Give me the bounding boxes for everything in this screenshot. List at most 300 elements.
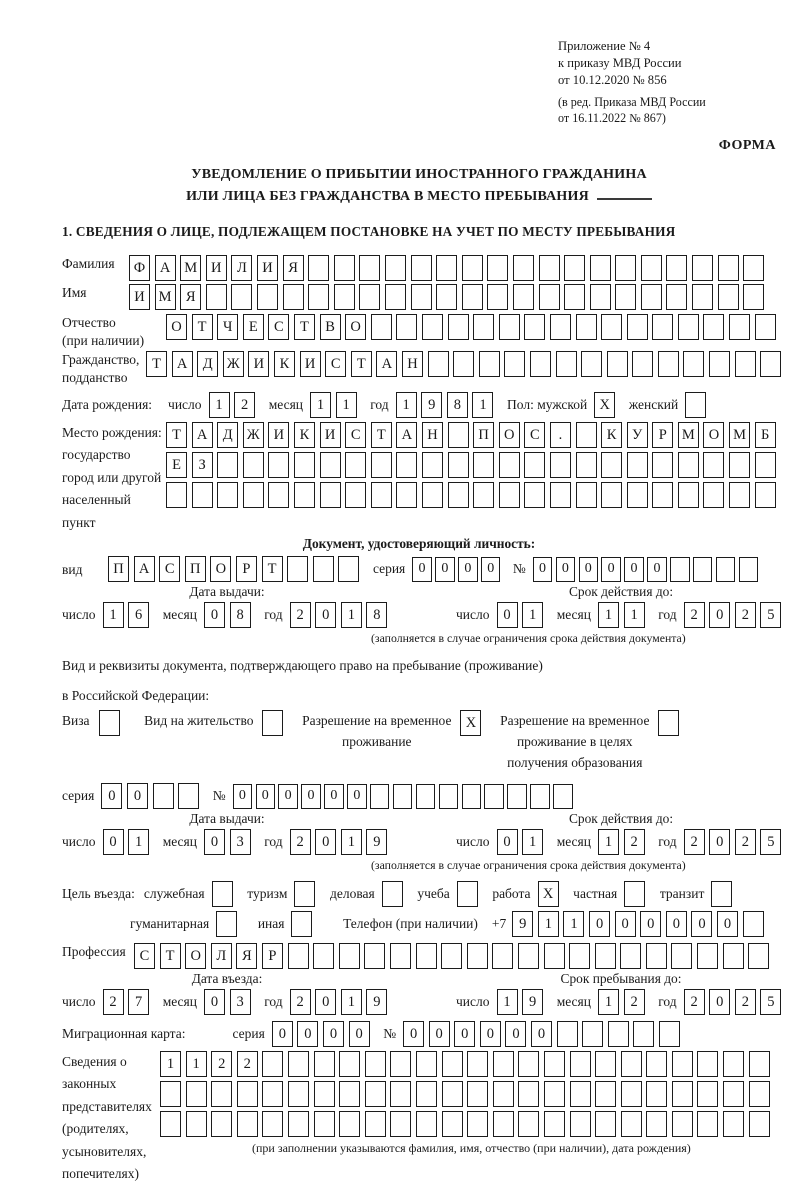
char-cell[interactable]: 0 (505, 1021, 526, 1047)
char-cell[interactable] (422, 314, 443, 340)
char-cell[interactable] (703, 482, 724, 508)
char-cell[interactable]: И (206, 255, 227, 281)
char-cell[interactable]: 3 (230, 989, 251, 1015)
char-cell[interactable] (576, 314, 597, 340)
char-cell[interactable] (371, 452, 392, 478)
char-cell[interactable]: 0 (556, 557, 576, 582)
char-cell[interactable] (313, 556, 334, 582)
char-cell[interactable]: 0 (204, 829, 225, 855)
char-cell[interactable] (371, 482, 392, 508)
char-cell[interactable] (678, 452, 699, 478)
char-cell[interactable]: 7 (128, 989, 149, 1015)
char-cell[interactable] (499, 482, 520, 508)
char-cell[interactable] (627, 452, 648, 478)
char-cell[interactable] (524, 452, 545, 478)
char-cell[interactable]: 0 (691, 911, 712, 937)
char-cell[interactable]: 2 (290, 602, 311, 628)
char-cell[interactable] (473, 452, 494, 478)
char-cell[interactable] (755, 482, 776, 508)
char-cell[interactable] (288, 943, 309, 969)
char-cell[interactable] (359, 255, 380, 281)
char-cell[interactable] (186, 1111, 207, 1137)
char-cell[interactable] (231, 284, 252, 310)
char-cell[interactable] (709, 351, 730, 377)
char-cell[interactable] (666, 255, 687, 281)
char-cell[interactable]: С (159, 556, 180, 582)
char-cell[interactable]: О (345, 314, 366, 340)
char-cell[interactable] (370, 784, 390, 809)
char-cell[interactable]: 0 (103, 829, 124, 855)
char-cell[interactable] (153, 783, 174, 809)
char-cell[interactable] (743, 255, 764, 281)
char-cell[interactable] (646, 1081, 667, 1107)
char-cell[interactable]: 0 (709, 602, 730, 628)
char-cell[interactable] (178, 783, 199, 809)
char-cell[interactable] (518, 943, 539, 969)
char-cell[interactable] (658, 351, 679, 377)
char-cell[interactable] (385, 255, 406, 281)
char-cell[interactable]: И (257, 255, 278, 281)
char-cell[interactable]: Н (422, 422, 443, 448)
char-cell[interactable] (442, 1051, 463, 1077)
char-cell[interactable]: 0 (315, 829, 336, 855)
char-cell[interactable] (507, 784, 527, 809)
char-cell[interactable]: 1 (598, 989, 619, 1015)
char-cell[interactable] (462, 784, 482, 809)
char-cell[interactable]: 5 (760, 829, 781, 855)
char-cell[interactable] (678, 482, 699, 508)
char-cell[interactable] (473, 482, 494, 508)
char-cell[interactable]: 0 (533, 557, 553, 582)
char-cell[interactable] (666, 284, 687, 310)
char-cell[interactable]: 1 (103, 602, 124, 628)
char-cell[interactable] (595, 1081, 616, 1107)
char-cell[interactable]: 0 (315, 989, 336, 1015)
char-cell[interactable] (729, 452, 750, 478)
char-cell[interactable]: X (460, 710, 481, 736)
char-cell[interactable] (462, 255, 483, 281)
char-cell[interactable] (416, 943, 437, 969)
char-cell[interactable]: Т (160, 943, 181, 969)
char-cell[interactable]: 1 (128, 829, 149, 855)
char-cell[interactable]: Т (166, 422, 187, 448)
char-cell[interactable]: 0 (272, 1021, 293, 1047)
char-cell[interactable]: Р (236, 556, 257, 582)
char-cell[interactable]: 0 (403, 1021, 424, 1047)
char-cell[interactable]: С (345, 422, 366, 448)
char-cell[interactable] (743, 284, 764, 310)
char-cell[interactable]: Я (236, 943, 257, 969)
char-cell[interactable]: 0 (233, 784, 253, 809)
char-cell[interactable] (257, 284, 278, 310)
char-cell[interactable]: 2 (624, 829, 645, 855)
char-cell[interactable]: А (134, 556, 155, 582)
char-cell[interactable]: 2 (234, 392, 255, 418)
char-cell[interactable] (262, 1051, 283, 1077)
char-cell[interactable]: 9 (366, 829, 387, 855)
char-cell[interactable]: . (550, 422, 571, 448)
char-cell[interactable] (718, 255, 739, 281)
char-cell[interactable]: 0 (204, 602, 225, 628)
char-cell[interactable] (382, 881, 403, 907)
char-cell[interactable]: Т (192, 314, 213, 340)
char-cell[interactable]: 2 (103, 989, 124, 1015)
char-cell[interactable] (607, 351, 628, 377)
char-cell[interactable] (211, 1081, 232, 1107)
char-cell[interactable]: Н (402, 351, 423, 377)
char-cell[interactable] (287, 556, 308, 582)
char-cell[interactable]: 1 (341, 989, 362, 1015)
char-cell[interactable] (544, 943, 565, 969)
char-cell[interactable] (621, 1081, 642, 1107)
char-cell[interactable]: 0 (481, 557, 501, 582)
char-cell[interactable] (390, 943, 411, 969)
char-cell[interactable] (439, 784, 459, 809)
char-cell[interactable]: С (524, 422, 545, 448)
char-cell[interactable]: 9 (421, 392, 442, 418)
char-cell[interactable] (493, 1111, 514, 1137)
char-cell[interactable] (621, 1111, 642, 1137)
char-cell[interactable] (339, 1111, 360, 1137)
char-cell[interactable]: 0 (101, 783, 122, 809)
char-cell[interactable]: М (678, 422, 699, 448)
char-cell[interactable] (703, 314, 724, 340)
char-cell[interactable] (646, 1111, 667, 1137)
char-cell[interactable]: О (210, 556, 231, 582)
char-cell[interactable] (385, 284, 406, 310)
char-cell[interactable] (641, 284, 662, 310)
char-cell[interactable]: М (180, 255, 201, 281)
char-cell[interactable]: 2 (684, 602, 705, 628)
char-cell[interactable]: 1 (522, 829, 543, 855)
char-cell[interactable] (411, 284, 432, 310)
char-cell[interactable] (416, 1081, 437, 1107)
char-cell[interactable]: С (268, 314, 289, 340)
char-cell[interactable]: 9 (512, 911, 533, 937)
char-cell[interactable] (436, 255, 457, 281)
char-cell[interactable]: Б (755, 422, 776, 448)
char-cell[interactable] (479, 351, 500, 377)
char-cell[interactable] (550, 452, 571, 478)
char-cell[interactable]: 2 (684, 989, 705, 1015)
char-cell[interactable] (729, 314, 750, 340)
char-cell[interactable]: 0 (497, 829, 518, 855)
char-cell[interactable]: 0 (480, 1021, 501, 1047)
char-cell[interactable]: М (155, 284, 176, 310)
char-cell[interactable] (504, 351, 525, 377)
char-cell[interactable] (749, 1081, 770, 1107)
char-cell[interactable] (539, 255, 560, 281)
char-cell[interactable]: 0 (315, 602, 336, 628)
char-cell[interactable] (467, 1111, 488, 1137)
char-cell[interactable] (595, 1111, 616, 1137)
char-cell[interactable]: 1 (472, 392, 493, 418)
char-cell[interactable]: 0 (349, 1021, 370, 1047)
char-cell[interactable]: 2 (735, 829, 756, 855)
char-cell[interactable] (550, 314, 571, 340)
char-cell[interactable]: Т (371, 422, 392, 448)
char-cell[interactable] (692, 255, 713, 281)
char-cell[interactable] (365, 1051, 386, 1077)
char-cell[interactable] (206, 284, 227, 310)
char-cell[interactable] (338, 556, 359, 582)
char-cell[interactable]: З (192, 452, 213, 478)
char-cell[interactable] (582, 1021, 603, 1047)
char-cell[interactable]: Я (283, 255, 304, 281)
char-cell[interactable]: А (192, 422, 213, 448)
char-cell[interactable] (683, 351, 704, 377)
char-cell[interactable]: К (601, 422, 622, 448)
char-cell[interactable]: 0 (615, 911, 636, 937)
char-cell[interactable] (487, 255, 508, 281)
char-cell[interactable] (518, 1051, 539, 1077)
char-cell[interactable] (621, 1051, 642, 1077)
char-cell[interactable] (493, 1051, 514, 1077)
char-cell[interactable] (243, 452, 264, 478)
char-cell[interactable]: О (499, 422, 520, 448)
char-cell[interactable] (576, 452, 597, 478)
char-cell[interactable] (411, 255, 432, 281)
char-cell[interactable] (530, 351, 551, 377)
char-cell[interactable] (697, 1051, 718, 1077)
char-cell[interactable]: А (172, 351, 193, 377)
char-cell[interactable] (499, 452, 520, 478)
char-cell[interactable] (627, 482, 648, 508)
char-cell[interactable]: И (129, 284, 150, 310)
char-cell[interactable]: 2 (290, 829, 311, 855)
char-cell[interactable] (530, 784, 550, 809)
char-cell[interactable] (288, 1081, 309, 1107)
char-cell[interactable] (652, 314, 673, 340)
char-cell[interactable] (334, 255, 355, 281)
char-cell[interactable]: X (538, 881, 559, 907)
char-cell[interactable]: 1 (563, 911, 584, 937)
char-cell[interactable] (570, 1081, 591, 1107)
char-cell[interactable]: 2 (684, 829, 705, 855)
char-cell[interactable] (557, 1021, 578, 1047)
char-cell[interactable]: 0 (301, 784, 321, 809)
char-cell[interactable]: К (274, 351, 295, 377)
char-cell[interactable] (314, 1111, 335, 1137)
char-cell[interactable] (735, 351, 756, 377)
char-cell[interactable] (313, 943, 334, 969)
char-cell[interactable] (320, 452, 341, 478)
char-cell[interactable] (697, 943, 718, 969)
char-cell[interactable] (473, 314, 494, 340)
char-cell[interactable] (390, 1111, 411, 1137)
char-cell[interactable] (608, 1021, 629, 1047)
char-cell[interactable] (262, 1111, 283, 1137)
char-cell[interactable] (237, 1081, 258, 1107)
char-cell[interactable]: 3 (230, 829, 251, 855)
char-cell[interactable] (544, 1051, 565, 1077)
char-cell[interactable]: И (268, 422, 289, 448)
char-cell[interactable] (569, 943, 590, 969)
char-cell[interactable] (723, 943, 744, 969)
char-cell[interactable] (448, 314, 469, 340)
char-cell[interactable] (620, 943, 641, 969)
char-cell[interactable] (416, 1051, 437, 1077)
char-cell[interactable] (467, 1051, 488, 1077)
char-cell[interactable] (294, 452, 315, 478)
char-cell[interactable] (320, 482, 341, 508)
char-cell[interactable]: А (396, 422, 417, 448)
char-cell[interactable]: 0 (204, 989, 225, 1015)
char-cell[interactable] (590, 255, 611, 281)
char-cell[interactable]: 0 (256, 784, 276, 809)
char-cell[interactable] (422, 482, 443, 508)
char-cell[interactable] (359, 284, 380, 310)
char-cell[interactable]: Р (262, 943, 283, 969)
char-cell[interactable]: 0 (127, 783, 148, 809)
char-cell[interactable]: И (248, 351, 269, 377)
char-cell[interactable] (556, 351, 577, 377)
char-cell[interactable] (216, 911, 237, 937)
char-cell[interactable]: 0 (579, 557, 599, 582)
char-cell[interactable]: 2 (211, 1051, 232, 1077)
char-cell[interactable]: 1 (522, 602, 543, 628)
char-cell[interactable] (760, 351, 781, 377)
char-cell[interactable]: П (473, 422, 494, 448)
char-cell[interactable] (693, 557, 713, 582)
char-cell[interactable]: 6 (128, 602, 149, 628)
char-cell[interactable] (499, 314, 520, 340)
char-cell[interactable]: 0 (412, 557, 432, 582)
char-cell[interactable] (755, 314, 776, 340)
char-cell[interactable] (448, 422, 469, 448)
char-cell[interactable]: Е (243, 314, 264, 340)
char-cell[interactable]: И (300, 351, 321, 377)
char-cell[interactable] (670, 557, 690, 582)
char-cell[interactable]: Е (166, 452, 187, 478)
char-cell[interactable] (396, 482, 417, 508)
char-cell[interactable] (595, 943, 616, 969)
char-cell[interactable]: О (185, 943, 206, 969)
char-cell[interactable]: 0 (429, 1021, 450, 1047)
char-cell[interactable] (211, 1111, 232, 1137)
char-cell[interactable] (590, 284, 611, 310)
char-cell[interactable] (513, 255, 534, 281)
char-cell[interactable]: П (108, 556, 129, 582)
char-cell[interactable] (314, 1051, 335, 1077)
char-cell[interactable]: С (325, 351, 346, 377)
char-cell[interactable]: 0 (589, 911, 610, 937)
char-cell[interactable]: М (729, 422, 750, 448)
char-cell[interactable] (672, 1051, 693, 1077)
char-cell[interactable] (217, 452, 238, 478)
char-cell[interactable] (393, 784, 413, 809)
char-cell[interactable] (160, 1081, 181, 1107)
char-cell[interactable] (442, 1081, 463, 1107)
char-cell[interactable] (601, 482, 622, 508)
char-cell[interactable] (160, 1111, 181, 1137)
char-cell[interactable]: Т (146, 351, 167, 377)
char-cell[interactable]: А (155, 255, 176, 281)
char-cell[interactable] (339, 1081, 360, 1107)
char-cell[interactable]: 2 (237, 1051, 258, 1077)
char-cell[interactable] (217, 482, 238, 508)
char-cell[interactable]: Л (231, 255, 252, 281)
char-cell[interactable] (518, 1081, 539, 1107)
char-cell[interactable]: Ж (223, 351, 244, 377)
char-cell[interactable] (697, 1081, 718, 1107)
char-cell[interactable]: 0 (531, 1021, 552, 1047)
char-cell[interactable] (416, 784, 436, 809)
char-cell[interactable] (755, 452, 776, 478)
char-cell[interactable] (192, 482, 213, 508)
char-cell[interactable] (518, 1111, 539, 1137)
char-cell[interactable] (749, 1051, 770, 1077)
char-cell[interactable] (627, 314, 648, 340)
char-cell[interactable] (743, 911, 764, 937)
char-cell[interactable]: 0 (435, 557, 455, 582)
char-cell[interactable] (99, 710, 120, 736)
char-cell[interactable] (544, 1081, 565, 1107)
char-cell[interactable]: 0 (666, 911, 687, 937)
char-cell[interactable] (601, 452, 622, 478)
char-cell[interactable] (553, 784, 573, 809)
char-cell[interactable] (633, 1021, 654, 1047)
char-cell[interactable] (288, 1111, 309, 1137)
char-cell[interactable]: 1 (209, 392, 230, 418)
char-cell[interactable] (601, 314, 622, 340)
char-cell[interactable] (550, 482, 571, 508)
char-cell[interactable]: 0 (458, 557, 478, 582)
char-cell[interactable] (308, 284, 329, 310)
char-cell[interactable]: С (134, 943, 155, 969)
char-cell[interactable]: 1 (310, 392, 331, 418)
char-cell[interactable]: В (320, 314, 341, 340)
char-cell[interactable] (729, 482, 750, 508)
char-cell[interactable]: 1 (341, 829, 362, 855)
char-cell[interactable]: 1 (497, 989, 518, 1015)
char-cell[interactable] (467, 943, 488, 969)
char-cell[interactable] (212, 881, 233, 907)
char-cell[interactable] (723, 1081, 744, 1107)
char-cell[interactable] (448, 482, 469, 508)
char-cell[interactable] (576, 482, 597, 508)
char-cell[interactable] (718, 284, 739, 310)
char-cell[interactable] (294, 482, 315, 508)
char-cell[interactable]: Л (211, 943, 232, 969)
char-cell[interactable] (716, 557, 736, 582)
char-cell[interactable] (539, 284, 560, 310)
char-cell[interactable] (262, 1081, 283, 1107)
char-cell[interactable] (723, 1051, 744, 1077)
char-cell[interactable]: Ж (243, 422, 264, 448)
char-cell[interactable] (467, 1081, 488, 1107)
char-cell[interactable] (697, 1111, 718, 1137)
char-cell[interactable] (672, 1081, 693, 1107)
char-cell[interactable] (646, 943, 667, 969)
char-cell[interactable]: П (185, 556, 206, 582)
char-cell[interactable] (186, 1081, 207, 1107)
char-cell[interactable] (493, 1081, 514, 1107)
char-cell[interactable] (345, 452, 366, 478)
char-cell[interactable]: А (376, 351, 397, 377)
char-cell[interactable] (462, 284, 483, 310)
char-cell[interactable] (268, 482, 289, 508)
char-cell[interactable] (390, 1081, 411, 1107)
char-cell[interactable]: 5 (760, 602, 781, 628)
char-cell[interactable] (416, 1111, 437, 1137)
char-cell[interactable]: Т (294, 314, 315, 340)
char-cell[interactable]: 1 (186, 1051, 207, 1077)
char-cell[interactable]: 8 (447, 392, 468, 418)
char-cell[interactable] (615, 284, 636, 310)
char-cell[interactable] (570, 1111, 591, 1137)
char-cell[interactable] (371, 314, 392, 340)
